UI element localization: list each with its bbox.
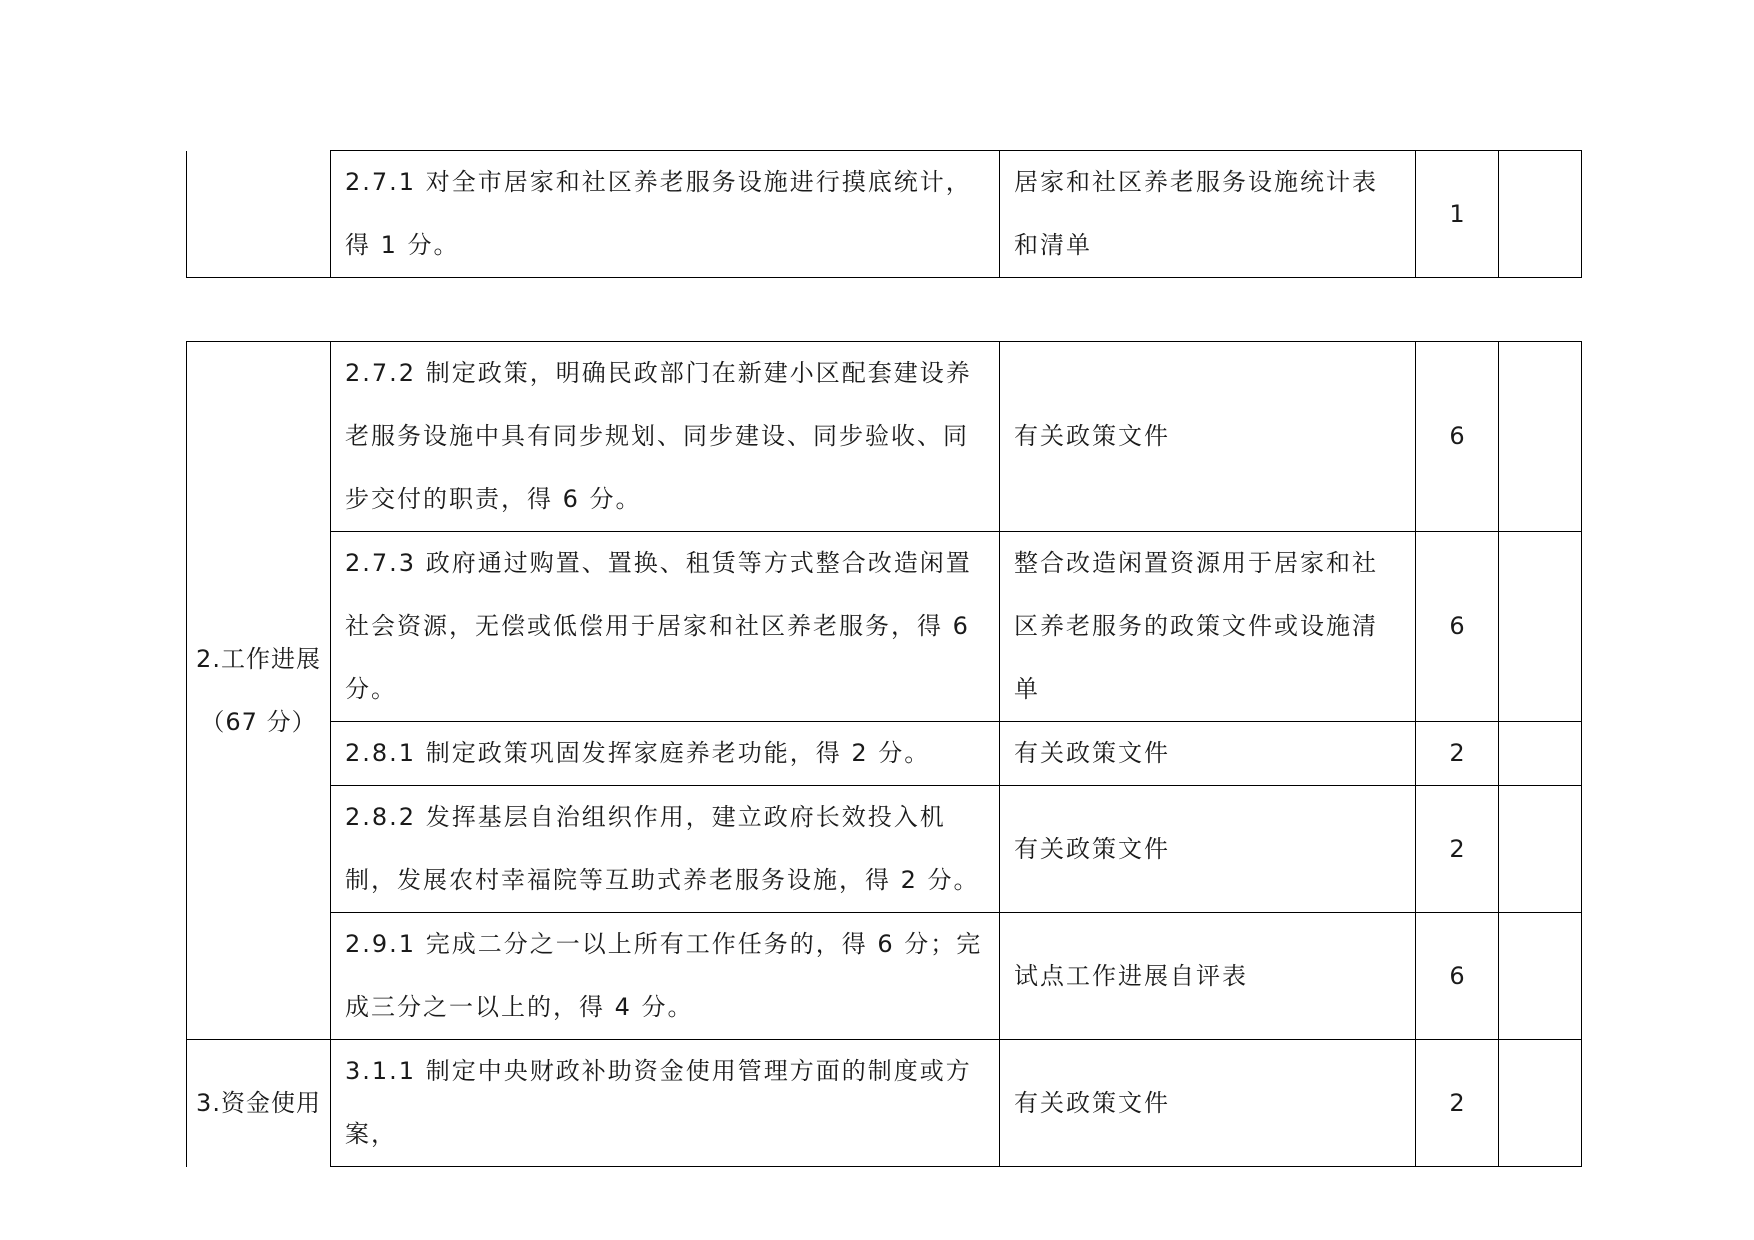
remark-cell <box>1499 1040 1582 1167</box>
score-cell: 6 <box>1416 913 1499 1040</box>
score-cell: 6 <box>1416 342 1499 532</box>
remark-cell <box>1499 722 1582 786</box>
criteria-cell: 2.7.3 政府通过购置、置换、租赁等方式整合改造闲置社会资源，无偿或低偿用于居家和社区养老服务，得 6 分。 <box>331 532 1000 722</box>
remark-cell <box>1499 342 1582 532</box>
category-label: 2.工作进展 <box>196 644 321 673</box>
category-cell-fund-usage: 3.资金使用 <box>187 1040 331 1167</box>
table-row <box>187 151 1582 278</box>
material-cell: 居家和社区养老服务设施统计表和清单 <box>1000 151 1416 278</box>
material-cell: 有关政策文件 <box>1000 1040 1416 1167</box>
table-row <box>187 1040 1582 1167</box>
remark-cell <box>1499 532 1582 722</box>
remark-cell <box>1499 786 1582 913</box>
material-cell: 有关政策文件 <box>1000 786 1416 913</box>
table-row <box>187 913 1582 1040</box>
category-cell <box>187 151 331 278</box>
evaluation-table-bottom <box>186 341 1582 1167</box>
table-row <box>187 532 1582 722</box>
score-cell: 2 <box>1416 722 1499 786</box>
table-row <box>187 722 1582 786</box>
material-cell: 整合改造闲置资源用于居家和社区养老服务的政策文件或设施清单 <box>1000 532 1416 722</box>
score-cell: 2 <box>1416 786 1499 913</box>
remark-cell <box>1499 913 1582 1040</box>
criteria-cell: 2.8.1 制定政策巩固发挥家庭养老功能，得 2 分。 <box>331 722 1000 786</box>
material-cell: 有关政策文件 <box>1000 342 1416 532</box>
category-cell-work-progress <box>187 342 331 1040</box>
evaluation-table-top <box>186 150 1582 278</box>
score-cell: 1 <box>1416 151 1499 278</box>
criteria-cell: 2.8.2 发挥基层自治组织作用，建立政府长效投入机制，发展农村幸福院等互助式养老服务设施，得 2 分。 <box>331 786 1000 913</box>
category-points: （67 分） <box>200 707 317 736</box>
criteria-cell: 3.1.1 制定中央财政补助资金使用管理方面的制度或方案， <box>331 1040 1000 1167</box>
table-row <box>187 786 1582 913</box>
criteria-cell: 2.7.1 对全市居家和社区养老服务设施进行摸底统计，得 1 分。 <box>331 151 1000 278</box>
criteria-cell: 2.9.1 完成二分之一以上所有工作任务的，得 6 分；完成三分之一以上的，得 4 分。 <box>331 913 1000 1040</box>
remark-cell <box>1499 151 1582 278</box>
table-row <box>187 342 1582 532</box>
criteria-cell: 2.7.2 制定政策，明确民政部门在新建小区配套建设养老服务设施中具有同步规划、同步建设、同步验收、同步交付的职责，得 6 分。 <box>331 342 1000 532</box>
score-cell: 2 <box>1416 1040 1499 1167</box>
material-cell: 试点工作进展自评表 <box>1000 913 1416 1040</box>
score-cell: 6 <box>1416 532 1499 722</box>
material-cell: 有关政策文件 <box>1000 722 1416 786</box>
